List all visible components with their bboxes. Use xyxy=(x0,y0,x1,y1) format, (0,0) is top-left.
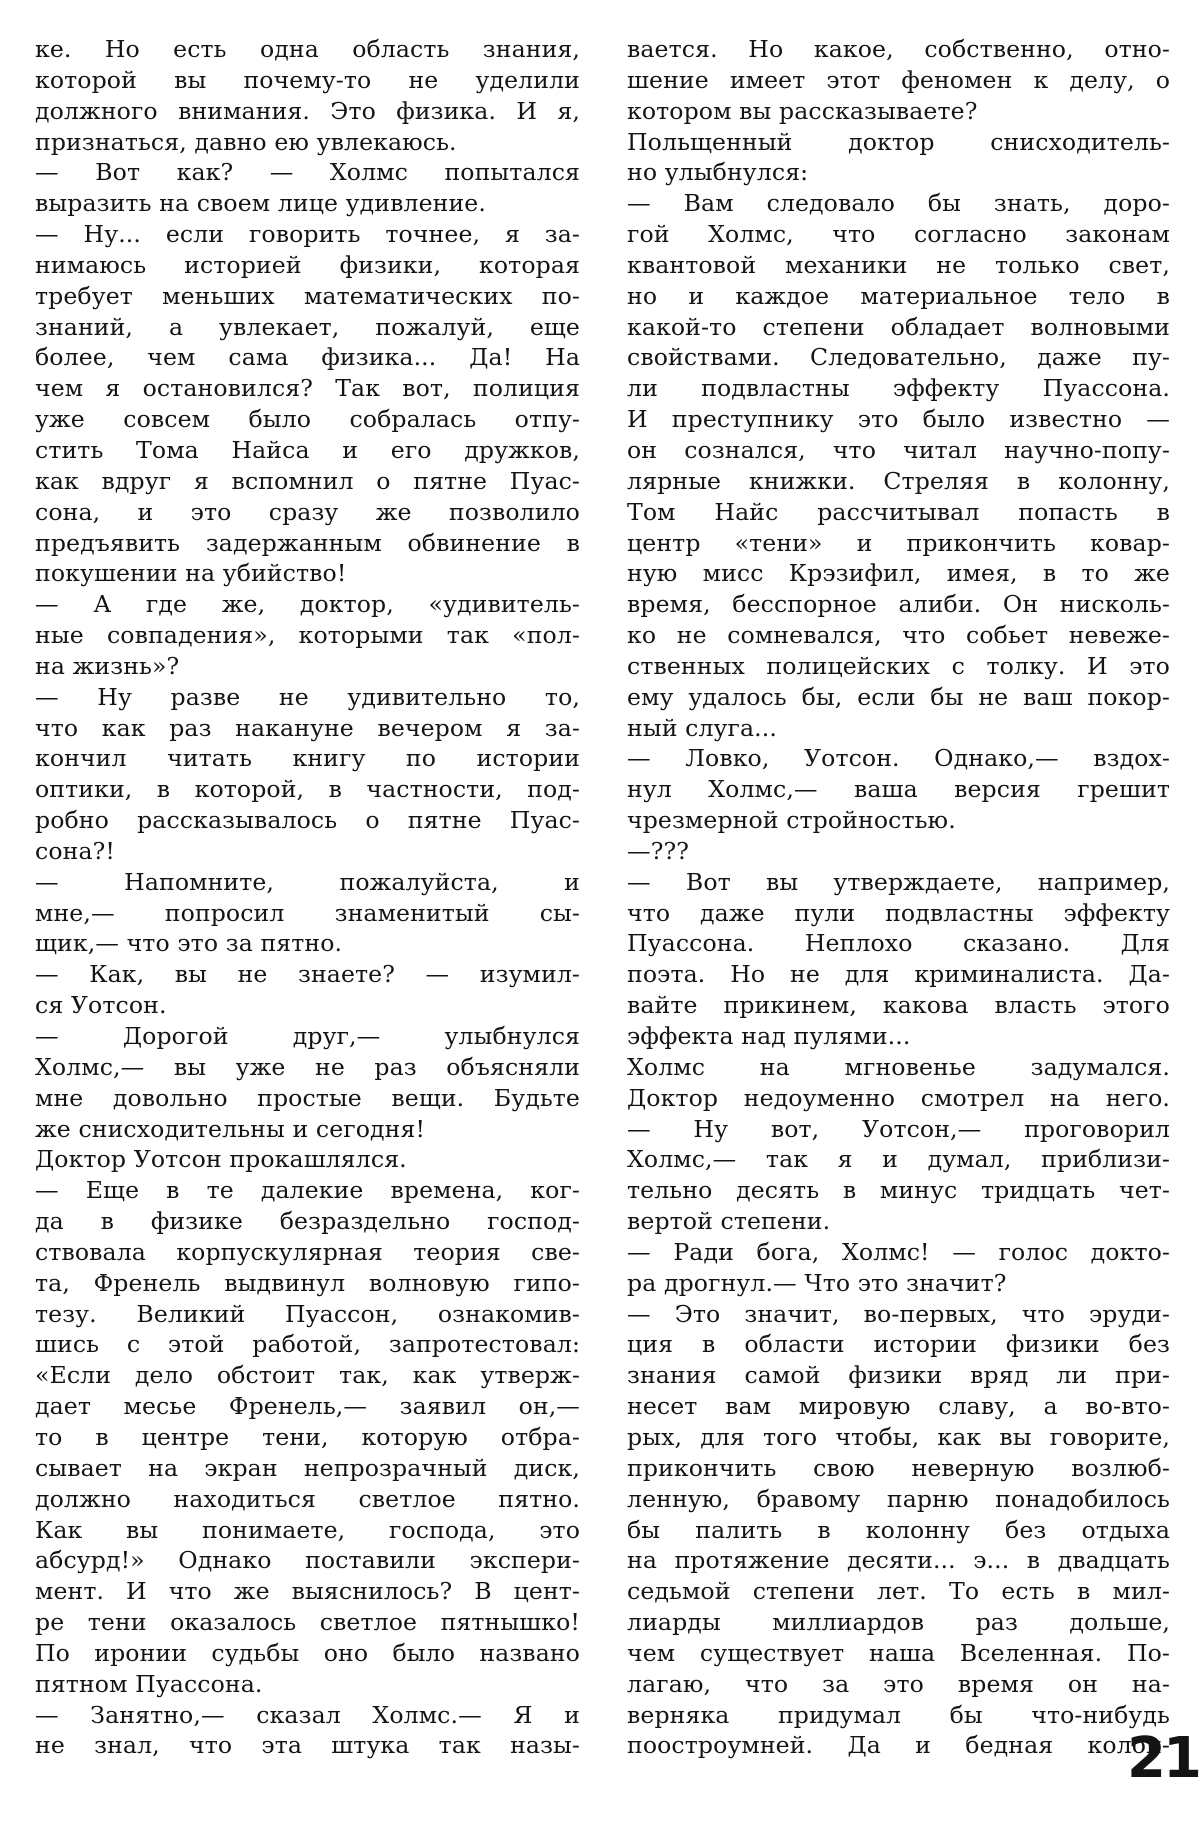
text-line: оптики, в которой, в частности, под- xyxy=(35,775,580,804)
text-line: — Вот как? — Холмс попытался xyxy=(35,158,580,187)
text-line: сона, и это сразу же позволило xyxy=(35,497,580,526)
text-line: но и каждое материальное тело в xyxy=(627,281,1170,310)
text-line: верняка придумал бы что-нибудь xyxy=(627,1700,1170,1729)
text-line: покушении на убийство! xyxy=(35,559,347,588)
text-line: требует меньших математических по- xyxy=(35,281,580,310)
text-line: — Занятно,— сказал Холмс.— Я и xyxy=(35,1700,580,1729)
text-line: поэта. Но не для криминалиста. Да- xyxy=(627,960,1170,989)
text-line: кончил читать книгу по истории xyxy=(35,744,580,773)
text-line: — А где же, доктор, «удивитель- xyxy=(35,590,580,619)
text-line: несет вам мировую славу, а во-вто- xyxy=(627,1392,1170,1421)
text-line: —??? xyxy=(627,836,689,865)
text-line: ный слуга... xyxy=(627,713,777,742)
text-line: чем я остановился? Так вот, полиция xyxy=(35,374,580,403)
text-line: не знал, что эта штука так назы- xyxy=(35,1731,580,1760)
text-line: пятном Пуассона. xyxy=(35,1669,263,1698)
text-line: которой вы почему-то не уделили xyxy=(35,65,580,94)
text-line: И преступнику это было известно — xyxy=(627,405,1170,434)
text-line: время, бесспорное алиби. Он нисколь- xyxy=(627,590,1170,619)
text-line: эффекта над пулями... xyxy=(627,1022,911,1050)
text-line: лагаю, что за это время он на- xyxy=(627,1669,1170,1698)
text-line: Пуассона. Неплохо сказано. Для xyxy=(627,929,1170,958)
text-line: должного внимания. Это физика. И я, xyxy=(35,96,580,125)
text-line: ся Уотсон. xyxy=(35,991,167,1020)
text-line: лиарды миллиардов раз дольше, xyxy=(627,1608,1170,1637)
text-line: чем существует наша Вселенная. По- xyxy=(627,1638,1170,1667)
text-line: ные совпадения», которыми так «пол- xyxy=(35,621,580,650)
text-line: вайте прикинем, какова власть этого xyxy=(627,991,1170,1020)
text-line: ему удалось бы, если бы не ваш покор- xyxy=(627,682,1170,711)
text-line: тезу. Великий Пуассон, ознакомив- xyxy=(35,1299,580,1328)
text-line: рых, для того чтобы, как вы говорите, xyxy=(627,1422,1170,1451)
text-line: прикончить свою неверную возлюб- xyxy=(627,1453,1170,1482)
text-line: Том Найс рассчитывал попасть в xyxy=(627,497,1170,526)
text-line: — Ловко, Уотсон. Однако,— вздох- xyxy=(627,744,1170,773)
text-line: но улыбнулся: xyxy=(627,158,809,187)
text-line: же снисходительны и сегодня! xyxy=(35,1114,426,1143)
text-line: Доктор недоуменно смотрел на него. xyxy=(627,1083,1170,1112)
text-line: ленную, бравому парню понадобилось xyxy=(627,1484,1170,1513)
text-line: — Ради бога, Холмс! — голос докто- xyxy=(627,1237,1170,1266)
text-line: бы палить в колонну без отдыха xyxy=(627,1515,1170,1544)
text-line: — Ну... если говорить точнее, я за- xyxy=(35,220,580,249)
text-line: да в физике безраздельно господ- xyxy=(35,1207,580,1236)
page-number: 21 xyxy=(1127,1726,1199,1791)
text-line: абсурд!» Однако поставили экспери- xyxy=(35,1546,580,1575)
text-line: нимаюсь историей физики, которая xyxy=(35,250,580,279)
text-line: котором вы рассказываете? xyxy=(627,96,978,125)
text-line: предъявить задержанным обвинение в xyxy=(35,528,580,557)
text-line: сывает на экран непрозрачный диск, xyxy=(35,1453,580,1482)
text-line: поостроумней. Да и бедная колон- xyxy=(627,1731,1170,1760)
text-line: — Напомните, пожалуйста, и xyxy=(35,867,580,896)
text-line: Доктор Уотсон прокашлялся. xyxy=(35,1145,407,1174)
text-line: — Вам следовало бы знать, доро- xyxy=(627,189,1170,218)
text-line: уже совсем было собралась отпу- xyxy=(35,405,580,434)
text-line: как вдруг я вспомнил о пятне Пуас- xyxy=(35,466,580,495)
text-line: — Это значит, во-первых, что эруди- xyxy=(627,1299,1170,1328)
text-line: ли подвластны эффекту Пуассона. xyxy=(627,374,1170,403)
text-line: то в центре тени, которую отбра- xyxy=(35,1422,580,1451)
text-line: ра дрогнул.— Что это значит? xyxy=(627,1268,1007,1297)
text-line: на жизнь»? xyxy=(35,651,180,680)
text-line: сона?! xyxy=(35,836,115,865)
text-line: что как раз накануне вечером я за- xyxy=(35,713,580,742)
text-line: признаться, давно ею увлекаюсь. xyxy=(35,127,457,156)
text-line: ко не сомневался, что собьет невеже- xyxy=(627,621,1170,650)
text-line: должно находиться светлое пятно. xyxy=(35,1484,580,1513)
text-line: ке. Но есть одна область знания, xyxy=(35,35,580,63)
text-line: знания самой физики вряд ли при- xyxy=(627,1361,1170,1390)
text-line: — Ну разве не удивительно то, xyxy=(35,682,580,711)
left-text-column xyxy=(35,34,580,1761)
text-line: свойствами. Следовательно, даже пу- xyxy=(627,343,1170,372)
text-line: мне довольно простые вещи. Будьте xyxy=(35,1083,580,1112)
text-line: лярные книжки. Стреляя в колонну, xyxy=(627,466,1170,495)
text-line: Польщенный доктор снисходитель- xyxy=(627,127,1170,156)
text-line: вается. Но какое, собственно, отно- xyxy=(627,35,1170,63)
text-line: нул Холмс,— ваша версия грешит xyxy=(627,775,1170,804)
text-line: щик,— что это за пятно. xyxy=(35,929,343,958)
text-line: на протяжение десяти... э... в двадцать xyxy=(627,1546,1170,1575)
text-line: Холмс,— так я и думал, приблизи- xyxy=(627,1145,1170,1174)
text-line: дает месье Френель,— заявил он,— xyxy=(35,1392,580,1421)
text-line: мне,— попросил знаменитый сы- xyxy=(35,898,580,927)
text-line: — Ну вот, Уотсон,— проговорил xyxy=(627,1114,1170,1143)
right-text-column xyxy=(627,34,1170,1761)
text-line: тельно десять в минус тридцать чет- xyxy=(627,1176,1170,1205)
text-line: мент. И что же выяснилось? В цент- xyxy=(35,1577,580,1606)
text-line: ствовала корпускулярная теория све- xyxy=(35,1237,580,1266)
text-line: ственных полицейских с толку. И это xyxy=(627,651,1170,680)
text-line: «Если дело обстоит так, как утверж- xyxy=(35,1361,580,1390)
text-line: ция в области истории физики без xyxy=(627,1330,1170,1359)
text-line: какой-то степени обладает волновыми xyxy=(627,312,1170,341)
text-line: центр «тени» и прикончить ковар- xyxy=(627,528,1170,557)
text-line: Холмс,— вы уже не раз объясняли xyxy=(35,1052,580,1081)
text-line: седьмой степени лет. То есть в мил- xyxy=(627,1577,1170,1606)
text-line: — Как, вы не знаете? — изумил- xyxy=(35,960,580,989)
text-line: шение имеет этот феномен к делу, о xyxy=(627,65,1170,94)
text-line: ре тени оказалось светлое пятнышко! xyxy=(35,1608,580,1637)
text-line: знаний, а увлекает, пожалуй, еще xyxy=(35,312,580,341)
text-line: — Дорогой друг,— улыбнулся xyxy=(35,1022,580,1050)
text-line: Холмс на мгновенье задумался. xyxy=(627,1052,1170,1081)
text-line: стить Тома Найса и его дружков, xyxy=(35,435,580,464)
text-line: По иронии судьбы оно было названо xyxy=(35,1638,580,1667)
text-line: — Вот вы утверждаете, например, xyxy=(627,867,1170,896)
text-line: Как вы понимаете, господа, это xyxy=(35,1515,580,1544)
text-line: — Еще в те далекие времена, ког- xyxy=(35,1176,580,1205)
text-line: гой Холмс, что согласно законам xyxy=(627,220,1170,249)
text-line: выразить на своем лице удивление. xyxy=(35,189,486,218)
text-line: квантовой механики не только свет, xyxy=(627,250,1170,279)
text-line: та, Френель выдвинул волновую гипо- xyxy=(35,1268,580,1297)
text-line: более, чем сама физика... Да! На xyxy=(35,343,580,372)
text-line: робно рассказывалось о пятне Пуас- xyxy=(35,806,580,835)
text-line: что даже пули подвластны эффекту xyxy=(627,898,1170,927)
text-line: он сознался, что читал научно-попу- xyxy=(627,435,1170,464)
text-line: чрезмерной стройностью. xyxy=(627,806,956,835)
text-line: ную мисс Крэзифил, имея, в то же xyxy=(627,559,1170,588)
text-line: шись с этой работой, запротестовал: xyxy=(35,1330,580,1359)
text-line: вертой степени. xyxy=(627,1207,831,1236)
